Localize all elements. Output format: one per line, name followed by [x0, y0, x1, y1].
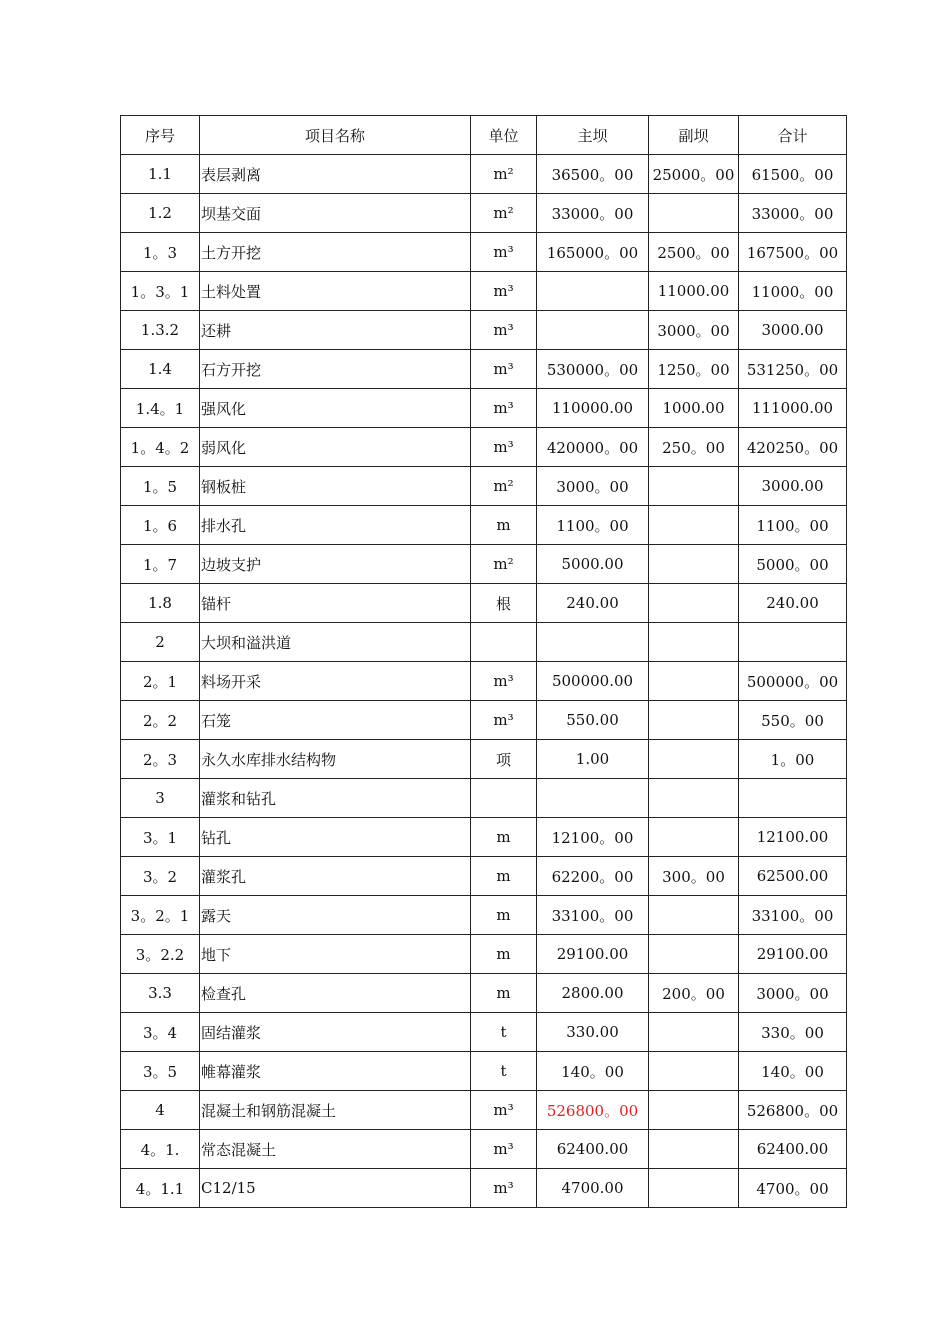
cell-unit: m³	[471, 1169, 537, 1208]
cell-total: 3000。00	[739, 974, 847, 1013]
cell-total: 33000。00	[739, 194, 847, 233]
cell-name: 永久水库排水结构物	[200, 740, 471, 779]
cell-main-dam: 420000。00	[537, 428, 649, 467]
cell-aux-dam	[649, 1052, 739, 1091]
cell-total: 61500。00	[739, 155, 847, 194]
cell-aux-dam: 1000.00	[649, 389, 739, 428]
cell-name: 地下	[200, 935, 471, 974]
cell-aux-dam	[649, 1130, 739, 1169]
cell-total: 531250。00	[739, 350, 847, 389]
cell-aux-dam: 200。00	[649, 974, 739, 1013]
table-row	[121, 818, 847, 857]
cell-name: 固结灌浆	[200, 1013, 471, 1052]
cell-seq: 1.1	[121, 155, 200, 194]
cell-seq: 3。1	[121, 818, 200, 857]
cell-total: 526800。00	[739, 1091, 847, 1130]
table-row	[121, 935, 847, 974]
table-row	[121, 506, 847, 545]
cell-aux-dam	[649, 506, 739, 545]
cell-seq: 1。4。2	[121, 428, 200, 467]
cell-unit: m²	[471, 194, 537, 233]
cell-aux-dam: 2500。00	[649, 233, 739, 272]
table-row	[121, 155, 847, 194]
cell-main-dam: 1100。00	[537, 506, 649, 545]
cell-aux-dam: 250。00	[649, 428, 739, 467]
cell-seq: 4	[121, 1091, 200, 1130]
cell-aux-dam	[649, 1169, 739, 1208]
cell-seq: 3。2。1	[121, 896, 200, 935]
cell-unit: m³	[471, 662, 537, 701]
cell-name: 料场开采	[200, 662, 471, 701]
cell-name: 石方开挖	[200, 350, 471, 389]
cell-seq: 3。2	[121, 857, 200, 896]
cell-name: 混凝土和钢筋混凝土	[200, 1091, 471, 1130]
cell-unit: m	[471, 857, 537, 896]
table-row	[121, 233, 847, 272]
cell-aux-dam	[649, 740, 739, 779]
cell-main-dam: 29100.00	[537, 935, 649, 974]
cell-total: 4700。00	[739, 1169, 847, 1208]
cell-name: 边坡支护	[200, 545, 471, 584]
cell-name: 钢板桩	[200, 467, 471, 506]
table-row	[121, 350, 847, 389]
cell-name: 土方开挖	[200, 233, 471, 272]
cell-unit: m	[471, 506, 537, 545]
table-row	[121, 1091, 847, 1130]
table-row	[121, 662, 847, 701]
cell-unit	[471, 623, 537, 662]
cell-unit	[471, 779, 537, 818]
cell-unit: m	[471, 935, 537, 974]
cell-name: 灌浆和钻孔	[200, 779, 471, 818]
cell-aux-dam	[649, 545, 739, 584]
cell-total: 29100.00	[739, 935, 847, 974]
cell-total: 62500.00	[739, 857, 847, 896]
table-row	[121, 1052, 847, 1091]
table-row	[121, 1130, 847, 1169]
cell-name: 大坝和溢洪道	[200, 623, 471, 662]
cell-unit: m³	[471, 1091, 537, 1130]
cell-seq: 1.8	[121, 584, 200, 623]
table-row	[121, 701, 847, 740]
cell-main-dam: 33000。00	[537, 194, 649, 233]
cell-name: 表层剥离	[200, 155, 471, 194]
cell-main-dam: 1.00	[537, 740, 649, 779]
cell-main-dam	[537, 779, 649, 818]
table-row	[121, 740, 847, 779]
cell-main-dam: 3000。00	[537, 467, 649, 506]
cell-total	[739, 779, 847, 818]
cell-unit: m³	[471, 311, 537, 350]
cell-seq: 1.2	[121, 194, 200, 233]
cell-name: C12/15	[200, 1169, 471, 1208]
header-main-dam: 主坝	[537, 116, 649, 155]
header-seq: 序号	[121, 116, 200, 155]
table-row	[121, 779, 847, 818]
cell-unit: t	[471, 1052, 537, 1091]
cell-aux-dam	[649, 623, 739, 662]
cell-main-dam: 240.00	[537, 584, 649, 623]
cell-main-dam: 165000。00	[537, 233, 649, 272]
cell-aux-dam: 1250。00	[649, 350, 739, 389]
table-row	[121, 857, 847, 896]
cell-unit: m	[471, 818, 537, 857]
cell-aux-dam	[649, 662, 739, 701]
header-name: 项目名称	[200, 116, 471, 155]
cell-main-dam: 550.00	[537, 701, 649, 740]
cell-aux-dam: 25000。00	[649, 155, 739, 194]
cell-total	[739, 623, 847, 662]
cell-aux-dam	[649, 467, 739, 506]
cell-total: 330。00	[739, 1013, 847, 1052]
cell-unit: 根	[471, 584, 537, 623]
cell-total: 167500。00	[739, 233, 847, 272]
table-row	[121, 389, 847, 428]
cell-total: 62400.00	[739, 1130, 847, 1169]
cell-main-dam: 36500。00	[537, 155, 649, 194]
cell-main-dam: 110000.00	[537, 389, 649, 428]
table-row	[121, 974, 847, 1013]
cell-seq: 1。5	[121, 467, 200, 506]
cell-seq: 3。2.2	[121, 935, 200, 974]
cell-unit: t	[471, 1013, 537, 1052]
cell-name: 锚杆	[200, 584, 471, 623]
table-row	[121, 1169, 847, 1208]
cell-unit: m³	[471, 701, 537, 740]
table-row	[121, 623, 847, 662]
cell-aux-dam	[649, 584, 739, 623]
cell-total: 3000.00	[739, 467, 847, 506]
cell-unit: m³	[471, 1130, 537, 1169]
table-row	[121, 584, 847, 623]
cell-aux-dam	[649, 701, 739, 740]
cell-main-dam: 2800.00	[537, 974, 649, 1013]
cell-seq: 2。3	[121, 740, 200, 779]
table-row	[121, 272, 847, 311]
cell-unit: m³	[471, 233, 537, 272]
cell-unit: m³	[471, 350, 537, 389]
cell-main-dam: 4700.00	[537, 1169, 649, 1208]
cell-unit: m	[471, 896, 537, 935]
cell-name: 石笼	[200, 701, 471, 740]
table-row	[121, 896, 847, 935]
cell-seq: 3。5	[121, 1052, 200, 1091]
quantity-table	[120, 115, 847, 1208]
cell-main-dam	[537, 623, 649, 662]
cell-seq: 1。3	[121, 233, 200, 272]
cell-name: 灌浆孔	[200, 857, 471, 896]
cell-main-dam: 140。00	[537, 1052, 649, 1091]
cell-seq: 2。2	[121, 701, 200, 740]
cell-total: 33100。00	[739, 896, 847, 935]
cell-total: 11000。00	[739, 272, 847, 311]
cell-seq: 1。3。1	[121, 272, 200, 311]
cell-total: 140。00	[739, 1052, 847, 1091]
header-aux-dam: 副坝	[649, 116, 739, 155]
header-unit: 单位	[471, 116, 537, 155]
cell-name: 检查孔	[200, 974, 471, 1013]
cell-total: 3000.00	[739, 311, 847, 350]
cell-name: 常态混凝土	[200, 1130, 471, 1169]
cell-seq: 1。7	[121, 545, 200, 584]
cell-unit: m³	[471, 272, 537, 311]
cell-main-dam: 530000。00	[537, 350, 649, 389]
cell-total: 1。00	[739, 740, 847, 779]
cell-main-dam: 62400.00	[537, 1130, 649, 1169]
cell-name: 强风化	[200, 389, 471, 428]
cell-main-dam: 62200。00	[537, 857, 649, 896]
cell-total: 1100。00	[739, 506, 847, 545]
cell-name: 露天	[200, 896, 471, 935]
cell-aux-dam	[649, 194, 739, 233]
table-row	[121, 545, 847, 584]
cell-total: 12100.00	[739, 818, 847, 857]
cell-seq: 1.4。1	[121, 389, 200, 428]
cell-aux-dam	[649, 779, 739, 818]
cell-main-dam	[537, 272, 649, 311]
cell-total: 500000。00	[739, 662, 847, 701]
cell-seq: 1.4	[121, 350, 200, 389]
cell-total: 111000.00	[739, 389, 847, 428]
cell-name: 帷幕灌浆	[200, 1052, 471, 1091]
table-row	[121, 1013, 847, 1052]
cell-main-dam: 5000.00	[537, 545, 649, 584]
cell-unit: m²	[471, 467, 537, 506]
table-body	[121, 155, 847, 1208]
cell-unit: m³	[471, 389, 537, 428]
cell-aux-dam	[649, 1013, 739, 1052]
cell-seq: 2	[121, 623, 200, 662]
cell-main-dam: 33100。00	[537, 896, 649, 935]
cell-aux-dam: 3000。00	[649, 311, 739, 350]
cell-name: 土料处置	[200, 272, 471, 311]
cell-seq: 1.3.2	[121, 311, 200, 350]
cell-name: 坝基交面	[200, 194, 471, 233]
cell-main-dam: 500000.00	[537, 662, 649, 701]
cell-name: 钻孔	[200, 818, 471, 857]
cell-seq: 4。1.	[121, 1130, 200, 1169]
cell-total: 240.00	[739, 584, 847, 623]
table-header-row	[121, 116, 847, 155]
cell-main-dam: 12100。00	[537, 818, 649, 857]
cell-seq: 2。1	[121, 662, 200, 701]
cell-unit: m	[471, 974, 537, 1013]
cell-aux-dam	[649, 896, 739, 935]
cell-unit: m²	[471, 155, 537, 194]
header-total: 合计	[739, 116, 847, 155]
table-row	[121, 467, 847, 506]
cell-total: 550。00	[739, 701, 847, 740]
cell-total: 420250。00	[739, 428, 847, 467]
cell-main-dam: 330.00	[537, 1013, 649, 1052]
cell-aux-dam	[649, 818, 739, 857]
cell-seq: 3.3	[121, 974, 200, 1013]
cell-seq: 3。4	[121, 1013, 200, 1052]
cell-aux-dam: 300。00	[649, 857, 739, 896]
cell-main-dam	[537, 311, 649, 350]
cell-aux-dam: 11000.00	[649, 272, 739, 311]
table-row	[121, 311, 847, 350]
table-row	[121, 194, 847, 233]
cell-unit: m²	[471, 545, 537, 584]
cell-name: 弱风化	[200, 428, 471, 467]
cell-name: 还耕	[200, 311, 471, 350]
cell-main-dam: 526800。00	[537, 1091, 649, 1130]
cell-seq: 1。6	[121, 506, 200, 545]
table-row	[121, 428, 847, 467]
cell-seq: 4。1.1	[121, 1169, 200, 1208]
cell-total: 5000。00	[739, 545, 847, 584]
cell-seq: 3	[121, 779, 200, 818]
cell-unit: 项	[471, 740, 537, 779]
cell-aux-dam	[649, 1091, 739, 1130]
cell-aux-dam	[649, 935, 739, 974]
cell-name: 排水孔	[200, 506, 471, 545]
cell-unit: m³	[471, 428, 537, 467]
